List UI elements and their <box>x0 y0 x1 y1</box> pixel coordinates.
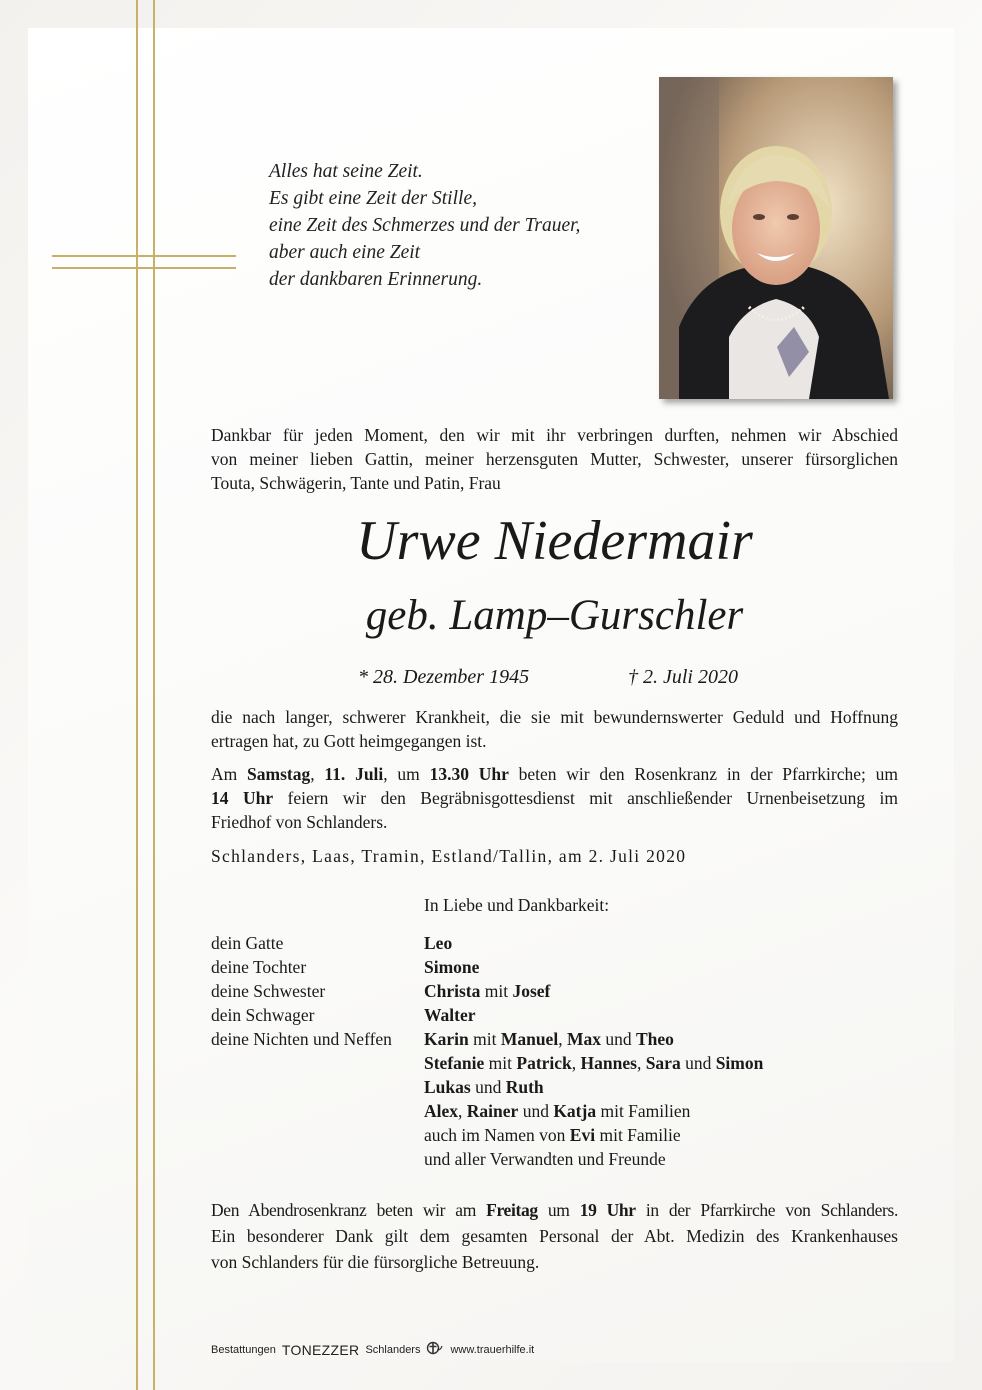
mourner-row <box>211 1123 763 1147</box>
text-fragment: , <box>310 764 325 784</box>
thanks-line: von Schlanders für die fürsorgliche Betreuung. <box>211 1252 540 1272</box>
text-fragment: , <box>571 1053 581 1073</box>
mourners-heading: In Liebe und Dankbarkeit: <box>424 895 610 915</box>
passing-line: ertragen hat, zu Gott heimgegangen ist. <box>211 731 487 751</box>
mourner-role: dein Schwager <box>211 1005 315 1025</box>
service-line-1 <box>211 762 898 786</box>
evening-rosary-line <box>211 1197 898 1223</box>
text-fragment: feiern wir den Begräbnisgottesdienst mit anschließender Urnenbeisetzung im <box>273 788 898 808</box>
mourner-row <box>211 1099 763 1123</box>
cross-vertical-line <box>136 0 138 1390</box>
text-fragment: Am <box>211 764 248 784</box>
text-fragment: und <box>470 1077 506 1097</box>
text-fragment: Den Abendrosenkranz beten wir am <box>211 1200 487 1220</box>
mourner-row <box>211 955 763 979</box>
service-paragraph <box>211 762 898 834</box>
text-fragment: und <box>680 1053 716 1073</box>
mourner-name: Rainer <box>466 1101 519 1121</box>
mourner-name: Theo <box>635 1029 674 1049</box>
footer-prefix: Bestattungen <box>211 1343 276 1356</box>
text-fragment: , <box>558 1029 567 1049</box>
mourner-name: Karin <box>424 1029 469 1049</box>
evening-day: Freitag <box>486 1200 538 1220</box>
deceased-name: Urwe Niedermair <box>356 510 753 572</box>
mourner-names <box>424 1027 674 1051</box>
text-fragment: mit <box>484 1053 517 1073</box>
mourner-name: Simon <box>715 1053 764 1073</box>
mourner-name: Christa <box>424 981 481 1001</box>
mourner-role <box>211 1075 424 1099</box>
mourner-row <box>211 1003 763 1027</box>
cross-vertical-line-2 <box>153 0 155 1390</box>
text-fragment: und <box>518 1101 554 1121</box>
mourner-names <box>424 979 550 1003</box>
quote-line: aber auch eine Zeit <box>269 242 421 263</box>
text-fragment: um <box>537 1200 580 1220</box>
mourner-role: deine Nichten und Neffen <box>211 1029 392 1049</box>
text-fragment: auch im Namen von <box>424 1125 570 1145</box>
mourner-role: deine Schwester <box>211 981 326 1001</box>
mourner-names <box>424 1123 681 1147</box>
mourner-name: Manuel <box>500 1029 559 1049</box>
mourner-name: Josef <box>512 981 551 1001</box>
mourner-role: dein Gatte <box>211 933 284 953</box>
cross-horizontal-line-2 <box>52 267 236 269</box>
mourner-row <box>211 1051 763 1075</box>
closing-paragraph <box>211 1197 898 1275</box>
mourner-row <box>211 1147 763 1171</box>
intro-line: Touta, Schwägerin, Tante und Patin, Frau <box>211 473 501 493</box>
mourner-name: Sara <box>645 1053 681 1073</box>
mourner-names <box>424 955 479 979</box>
mourner-name: Stefanie <box>424 1053 485 1073</box>
mourner-names <box>424 1003 476 1027</box>
mourner-role <box>211 1051 424 1075</box>
deceased-birth-name: geb. Lamp–Gurschler <box>365 592 744 639</box>
thanks-line: Ein besonderer Dank gilt dem gesamten Personal der Abt. Medizin des Krankenhauses <box>211 1226 898 1246</box>
birth-date: * 28. Dezember 1945 <box>358 666 530 688</box>
mourner-name: Alex <box>424 1101 459 1121</box>
footer-url: www.trauerhilfe.it <box>450 1343 535 1356</box>
mourner-name: Walter <box>424 1005 476 1025</box>
mourner-name: Simone <box>424 957 480 977</box>
mourner-role <box>211 1123 424 1147</box>
mourner-names <box>424 1099 690 1123</box>
mourner-row <box>211 1027 763 1051</box>
mourner-role: deine Tochter <box>211 957 307 977</box>
footer-brand: TONEZZER <box>281 1341 360 1358</box>
mourner-name: Lukas <box>424 1077 471 1097</box>
portrait-photo <box>659 77 893 399</box>
text-fragment: und aller Verwandten und Freunde <box>424 1149 666 1169</box>
service-line-3: Friedhof von Schlanders. <box>211 812 388 832</box>
intro-line: von meiner lieben Gattin, meiner herzensguten Mutter, Schwester, unserer fürsorglichen <box>211 449 898 469</box>
mourner-role <box>211 1147 424 1171</box>
evening-time: 19 Uhr <box>579 1200 636 1220</box>
text-fragment: mit Familie <box>595 1125 681 1145</box>
text-fragment: mit <box>468 1029 501 1049</box>
undertaker-footer <box>211 1341 534 1358</box>
cross-horizontal-line <box>52 255 236 257</box>
quote-line: Alles hat seine Zeit. <box>269 161 423 182</box>
text-fragment: und <box>600 1029 636 1049</box>
footer-town: Schlanders <box>365 1343 421 1356</box>
mourner-row <box>211 931 763 955</box>
mourner-name: Max <box>566 1029 601 1049</box>
mourner-names <box>424 1051 763 1075</box>
quote-line: Es gibt eine Zeit der Stille, <box>269 188 477 209</box>
text-fragment: beten wir den Rosenkranz in der Pfarrkirche; um <box>508 764 899 784</box>
mourner-names <box>424 931 452 955</box>
text-fragment: mit Familien <box>596 1101 691 1121</box>
text-fragment: , um <box>383 764 430 784</box>
text-fragment: mit <box>480 981 513 1001</box>
intro-paragraph <box>211 423 898 495</box>
places-date-line: Schlanders, Laas, Tramin, Estland/Tallin, am 2. Juli 2020 <box>211 846 687 866</box>
text-fragment: , <box>458 1101 467 1121</box>
mourner-name: Evi <box>569 1125 596 1145</box>
mourner-name: Hannes <box>580 1053 637 1073</box>
mourner-name: Patrick <box>516 1053 572 1073</box>
service-day: Samstag <box>247 764 311 784</box>
rosary-time: 13.30 Uhr <box>429 764 509 784</box>
portrait-illustration <box>659 77 893 399</box>
mourner-name: Katja <box>553 1101 597 1121</box>
mourner-role <box>211 1099 424 1123</box>
service-date: 11. Juli <box>324 764 384 784</box>
trauerhilfe-logo-icon <box>426 1341 444 1358</box>
quote-line: der dankbaren Erinnerung. <box>269 269 483 290</box>
mourner-row <box>211 979 763 1003</box>
mass-time: 14 Uhr <box>211 788 274 808</box>
text-fragment: in der Pfarrkirche von Schlanders. <box>635 1200 898 1220</box>
quote-line: eine Zeit des Schmerzes und der Trauer, <box>269 215 581 236</box>
passing-line: die nach langer, schwerer Krankheit, die sie mit bewundernswerter Geduld und Hoffnung <box>211 707 898 727</box>
mourner-names <box>424 1075 544 1099</box>
mourners-list <box>211 931 763 1171</box>
mourner-row <box>211 1075 763 1099</box>
passing-paragraph <box>211 705 898 753</box>
intro-line: Dankbar für jeden Moment, den wir mit ihr verbringen durften, nehmen wir Abschied <box>211 425 898 445</box>
quote-block <box>269 158 649 293</box>
service-line-2 <box>211 786 898 810</box>
mourner-names <box>424 1147 666 1171</box>
mourner-name: Ruth <box>505 1077 544 1097</box>
mourner-name: Leo <box>424 933 453 953</box>
text-fragment: , <box>636 1053 646 1073</box>
death-date: † 2. Juli 2020 <box>628 666 738 688</box>
